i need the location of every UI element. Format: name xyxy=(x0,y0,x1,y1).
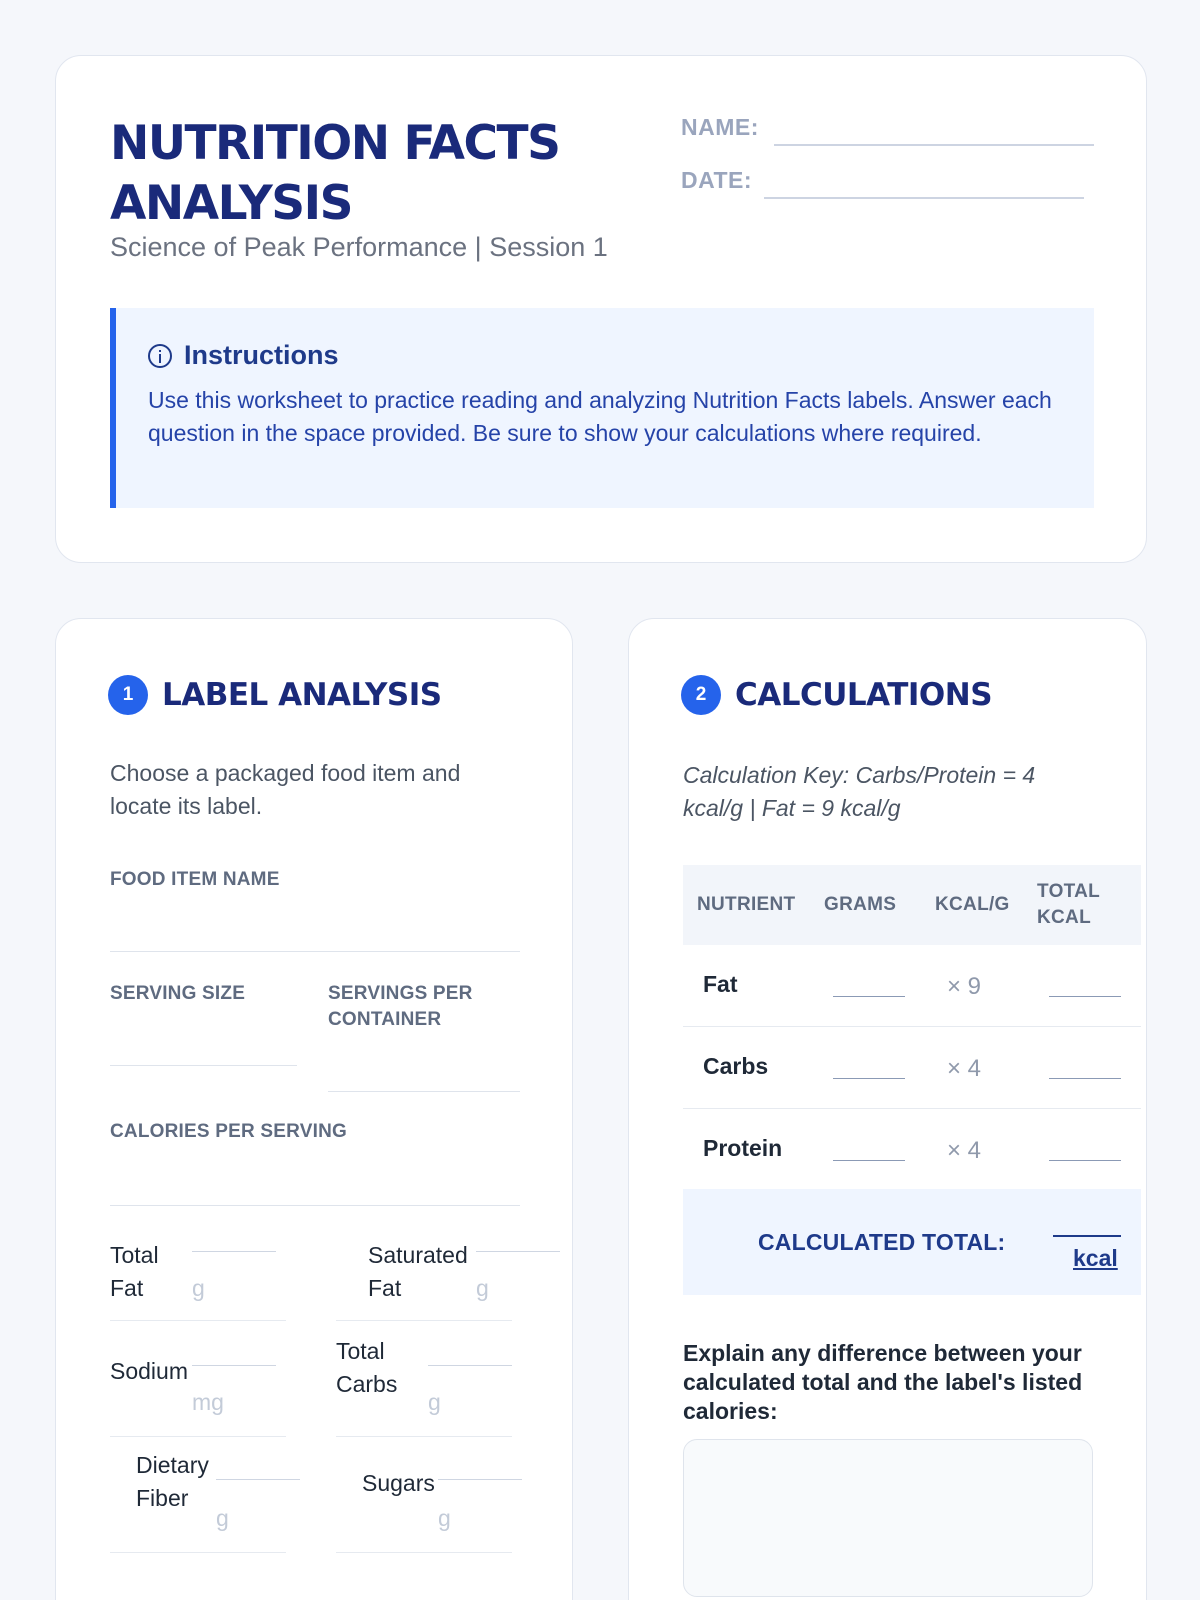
date-label: DATE: xyxy=(681,167,753,193)
label-analysis-card xyxy=(55,618,573,1600)
calculated-total-row xyxy=(683,1189,1141,1295)
row-multiplier: × 4 xyxy=(947,1137,982,1164)
calculation-key: Calculation Key: Carbs/Protein = 4 kcal/g | Fat = 9 kcal/g xyxy=(683,762,1036,821)
label-analysis-intro: Choose a packaged food item and locate its label. xyxy=(110,760,461,819)
row-nutrient-label: Carbs xyxy=(703,1053,769,1079)
food-item-field[interactable] xyxy=(110,951,520,952)
calculated-total-unit: kcal xyxy=(1073,1245,1118,1271)
column-header-grams: GRAMS xyxy=(824,894,897,915)
calc-table-header xyxy=(683,865,1141,945)
instructions-heading-label: Instructions xyxy=(184,340,339,370)
calc-row-fat xyxy=(683,945,1141,1027)
calculations-card xyxy=(628,618,1147,1600)
nutrient-unit: g xyxy=(438,1505,451,1531)
section-number-badge: 2 xyxy=(681,675,721,715)
page-subtitle: Science of Peak Performance | Session 1 xyxy=(110,232,608,262)
row-nutrient-label: Protein xyxy=(703,1135,783,1161)
nutrient-total-fat xyxy=(110,1205,286,1321)
nutrient-label: Sugars xyxy=(362,1470,435,1496)
nutrient-label: Dietary Fiber xyxy=(136,1452,209,1511)
header-card xyxy=(55,55,1147,563)
protein-grams-input[interactable] xyxy=(833,1160,905,1161)
total-carbs-input[interactable] xyxy=(428,1365,512,1366)
calc-row-carbs xyxy=(683,1027,1141,1109)
nutrient-label: Sodium xyxy=(110,1358,188,1384)
nutrient-unit: mg xyxy=(192,1389,224,1415)
nutrient-label: Total Carbs xyxy=(336,1338,398,1397)
carbs-kcal-input[interactable] xyxy=(1049,1078,1121,1079)
explain-prompt: Explain any difference between your calculated total and the label's listed calories: xyxy=(683,1340,1083,1424)
nutrient-unit: g xyxy=(192,1275,205,1301)
serving-size-field[interactable] xyxy=(110,1065,297,1066)
info-icon xyxy=(148,344,172,368)
column-header-kcal-per-gram: KCAL/G xyxy=(935,894,1010,915)
calc-row-protein xyxy=(683,1109,1141,1191)
total-fat-input[interactable] xyxy=(192,1251,276,1252)
section-title: LABEL ANALYSIS xyxy=(162,677,442,713)
nutrient-dietary-fiber xyxy=(110,1437,286,1553)
page-title: NUTRITION FACTS ANALYSIS xyxy=(110,116,560,231)
food-item-label: FOOD ITEM NAME xyxy=(110,869,280,890)
nutrient-label: Total Fat xyxy=(110,1242,159,1301)
serving-size-label: SERVING SIZE xyxy=(110,983,246,1004)
sodium-input[interactable] xyxy=(192,1365,276,1366)
saturated-fat-input[interactable] xyxy=(476,1251,560,1252)
instructions-box xyxy=(110,308,1094,508)
fat-kcal-input[interactable] xyxy=(1049,996,1121,997)
nutrient-unit: g xyxy=(428,1389,441,1415)
section-title: CALCULATIONS xyxy=(735,677,993,713)
servings-per-container-label: SERVINGS PER CONTAINER xyxy=(328,983,473,1030)
section-number-badge: 1 xyxy=(108,675,148,715)
instructions-body: Use this worksheet to practice reading and analyzing Nutrition Facts labels. Answer each question in the space provided. Be sure to show your calculations where required. xyxy=(148,387,1052,446)
protein-kcal-input[interactable] xyxy=(1049,1160,1121,1161)
nutrient-total-carbs xyxy=(336,1321,512,1437)
column-header-nutrient: NUTRIENT xyxy=(697,894,796,915)
section-heading-label-analysis xyxy=(108,675,442,715)
row-multiplier: × 4 xyxy=(947,1055,982,1082)
date-field[interactable] xyxy=(764,197,1084,199)
nutrient-sodium xyxy=(110,1321,286,1437)
fat-grams-input[interactable] xyxy=(833,996,905,997)
name-label: NAME: xyxy=(681,114,759,140)
row-multiplier: × 9 xyxy=(947,973,982,1000)
nutrient-saturated-fat xyxy=(336,1205,512,1321)
calculated-total-input[interactable] xyxy=(1053,1235,1121,1237)
explain-answer-box[interactable] xyxy=(683,1439,1093,1597)
sugars-input[interactable] xyxy=(438,1479,522,1480)
name-field[interactable] xyxy=(774,144,1094,146)
row-nutrient-label: Fat xyxy=(703,971,738,997)
nutrient-unit: g xyxy=(216,1505,229,1531)
column-header-total-kcal: TOTAL KCAL xyxy=(1037,881,1100,928)
section-heading-calculations xyxy=(681,675,992,715)
nutrient-unit: g xyxy=(476,1275,489,1301)
instructions-heading xyxy=(148,340,339,371)
calories-per-serving-label: CALORIES PER SERVING xyxy=(110,1121,347,1142)
servings-per-container-field[interactable] xyxy=(328,1091,520,1092)
dietary-fiber-input[interactable] xyxy=(216,1479,300,1480)
calculated-total-label: CALCULATED TOTAL: xyxy=(758,1229,1006,1255)
nutrient-label: Saturated Fat xyxy=(368,1242,468,1301)
carbs-grams-input[interactable] xyxy=(833,1078,905,1079)
nutrient-sugars xyxy=(336,1437,512,1553)
